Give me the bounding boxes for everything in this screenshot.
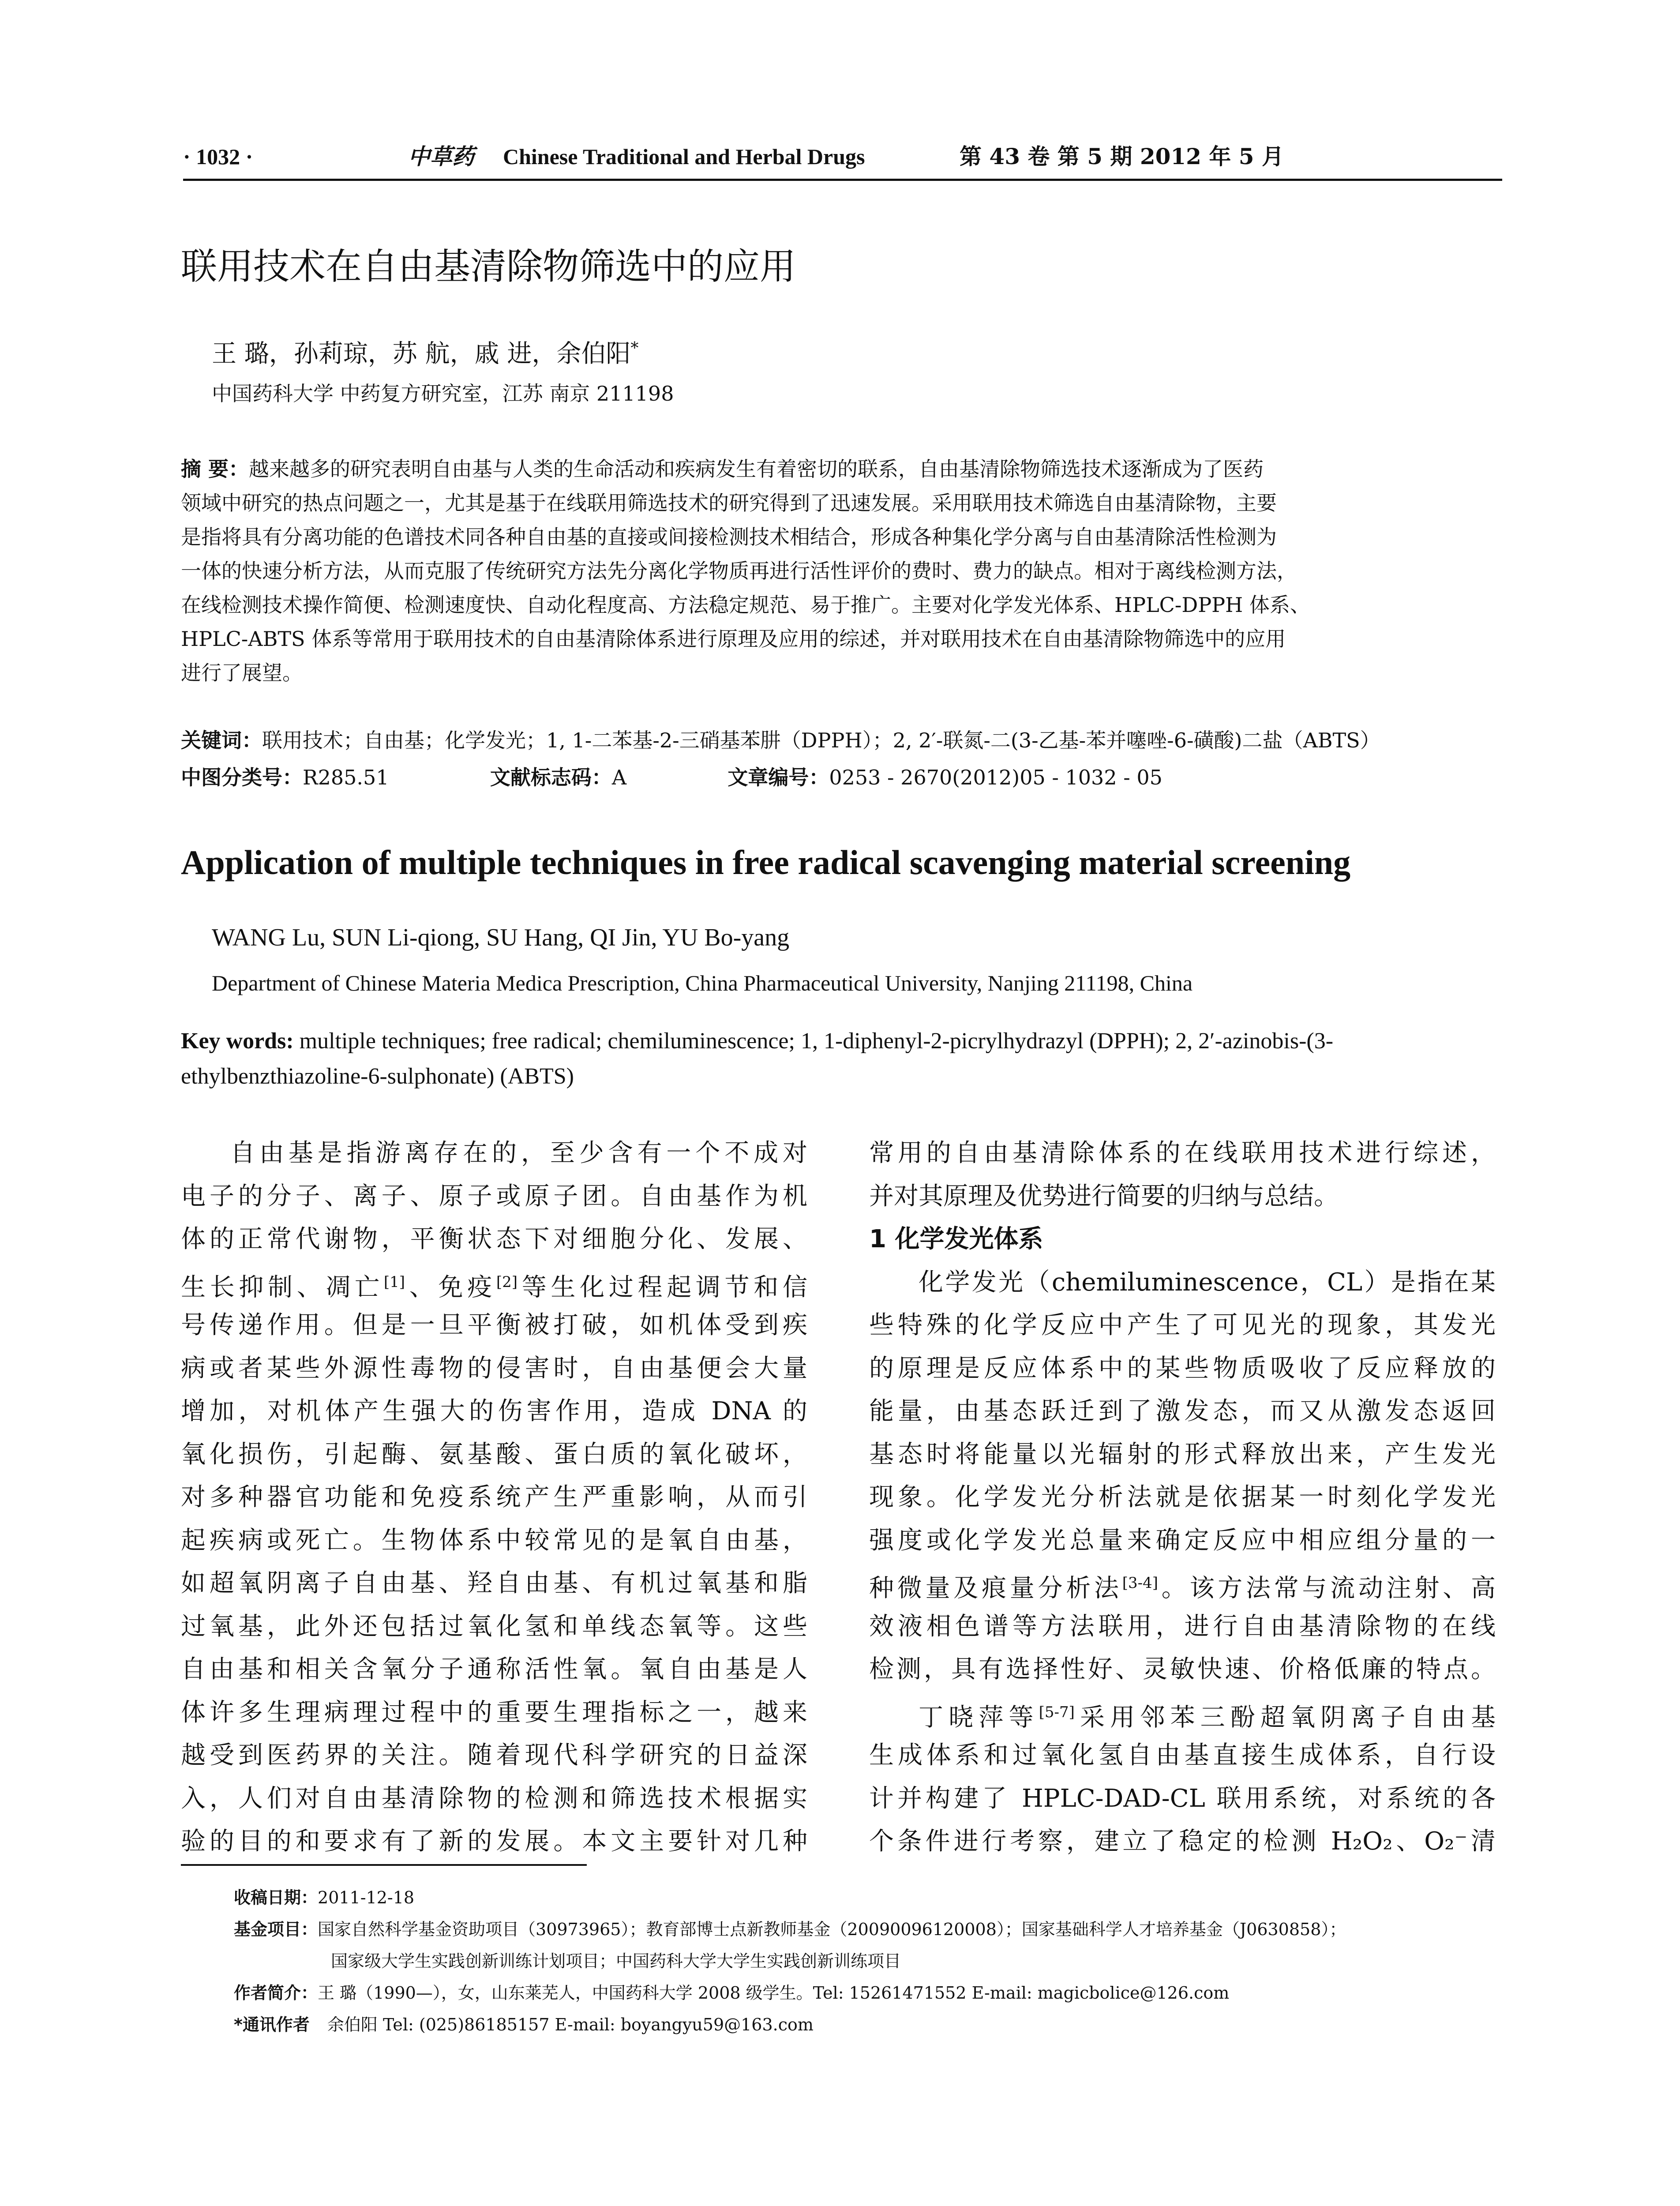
- author-list-en: WANG Lu, SUN Li-qiong, SU Hang, QI Jin, YU Bo-yang: [212, 924, 790, 951]
- text-line: 增加，对机体产生强大的伤害作用，造成 DNA 的: [181, 1397, 807, 1426]
- author-names: 王 璐，孙莉琼，苏 航，戚 进，余伯阳: [212, 339, 631, 368]
- text-line: 些特殊的化学反应中产生了可见光的现象，其发光: [869, 1311, 1496, 1339]
- footnote-fund: 基金项目：国家自然科学基金资助项目（30973965）；教育部博士点新教师基金（20090096120008）；国家基础科学人才培养基金（J0630858）；: [234, 1920, 1346, 1939]
- text-line: 常用的自由基清除体系的在线联用技术进行综述，: [869, 1139, 1496, 1167]
- citation: [1]: [383, 1273, 405, 1291]
- body-column-left: [181, 1132, 807, 1863]
- text-line: 检测，具有选择性好、灵敏快速、价格低廉的特点。: [869, 1655, 1496, 1684]
- author-list-cn: [212, 331, 638, 372]
- section-heading: 1 化学发光体系: [869, 1225, 1043, 1253]
- text-line: 效液相色谱等方法联用，进行自由基清除物的在线: [869, 1612, 1496, 1641]
- clc-label: 中图分类号：: [181, 765, 303, 789]
- text-line: 能量，由基态跃迁到了激发态，而又从激发态返回: [869, 1397, 1496, 1426]
- text-line: 化学发光（chemiluminescence，CL）是指在某: [919, 1268, 1496, 1297]
- footnote-fund-cont: 国家级大学生实践创新训练计划项目；中国药科大学大学生实践创新训练项目: [331, 1951, 901, 1971]
- abstract-line: 进行了展望。: [181, 661, 303, 685]
- text-line: 现象。化学发光分析法就是依据某一时刻化学发光: [869, 1483, 1496, 1512]
- text-line: 的原理是反应体系中的某些物质吸收了反应释放的: [869, 1354, 1496, 1383]
- text-line: 病或者某些外源性毒物的侵害时，自由基便会大量: [181, 1354, 807, 1383]
- abstract-line: 领域中研究的热点问题之一，尤其是基于在线联用筛选技术的研究得到了迅速发展。采用联用技术筛选自由基清除物，主要: [181, 491, 1277, 515]
- text-line: 体的正常代谢物，平衡状态下对细胞分化、发展、: [181, 1225, 807, 1253]
- journal-issue: 第 43 卷 第 5 期 2012 年 5 月: [960, 143, 1284, 169]
- keywords-cn-text: 联用技术；自由基；化学发光；1, 1-二苯基-2-三硝基苯肼（DPPH）；2, 2′-联氮-二(3-乙基-苯并噻唑-6-磺酸)二盐（ABTS）: [262, 728, 1380, 752]
- footnote-author: 作者简介：王 璐（1990—），女，山东莱芜人，中国药科大学 2008 级学生。Tel: 15261471552 E-mail: magicbolice@126.com: [234, 1983, 1230, 2003]
- affiliation-cn: 中国药科大学 中药复方研究室，江苏 南京 211198: [212, 382, 674, 405]
- corresponding-mark: *: [630, 339, 639, 357]
- text-line: 种微量及痕量分析法[3-4]。该方法常与流动注射、高: [869, 1574, 1496, 1603]
- text-line: 并对其原理及优势进行简要的归纳与总结。: [869, 1182, 1339, 1211]
- page-number: · 1032 ·: [183, 144, 253, 169]
- header-rule: [183, 179, 1502, 181]
- article-title-cn: 联用技术在自由基清除物筛选中的应用: [181, 246, 796, 288]
- text-line: 计并构建了 HPLC-DAD-CL 联用系统，对系统的各: [869, 1784, 1496, 1813]
- text-line: 如超氧阴离子自由基、羟自由基、有机过氧基和脂: [181, 1569, 807, 1598]
- clc-value: R285.51: [303, 765, 389, 789]
- text-line: 验的目的和要求有了新的发展。本文主要针对几种: [181, 1827, 807, 1856]
- article-number-value: 0253 - 2670(2012)05 - 1032 - 05: [829, 765, 1162, 789]
- text-line: 越受到医药界的关注。随着现代科学研究的日益深: [181, 1741, 807, 1770]
- footnote-received: 收稿日期：2011-12-18: [234, 1888, 415, 1907]
- abstract-line: 是指将具有分离功能的色谱技术同各种自由基的直接或间接检测技术相结合，形成各种集化学分离与自由基清除活性检测为: [181, 525, 1277, 549]
- abstract-line: HPLC-ABTS 体系等常用于联用技术的自由基清除体系进行原理及应用的综述，并对联用技术在自由基清除物筛选中的应用: [181, 627, 1286, 651]
- running-header: [183, 135, 1502, 179]
- article-number-label: 文章编号：: [728, 765, 829, 789]
- keywords-en-text: multiple techniques; free radical; chemiluminescence; 1, 1-diphenyl-2-picrylhydrazyl (DPPH); 2, 2′-azinobis-(3-ethylbenzthiazoline-6-sulphonate) (ABTS): [181, 1028, 1334, 1089]
- affiliation-en: Department of Chinese Materia Medica Prescription, China Pharmaceutical University, Nanjing 211198, China: [212, 971, 1193, 995]
- journal-name-en: Chinese Traditional and Herbal Drugs: [503, 144, 865, 169]
- text-line: 电子的分子、离子、原子或原子团。自由基作为机: [181, 1182, 807, 1211]
- doc-code-label: 文献标志码：: [490, 765, 612, 789]
- abstract-line: 一体的快速分析方法，从而克服了传统研究方法先分离化学物质再进行活性评价的费时、费力的缺点。相对于离线检测方法，: [181, 559, 1297, 583]
- text-line: 个条件进行考察，建立了稳定的检测 H₂O₂、O₂⁻清: [869, 1827, 1496, 1856]
- text-line: 自由基和相关含氧分子通称活性氧。氧自由基是人: [181, 1655, 807, 1684]
- text-line: 入，人们对自由基清除物的检测和筛选技术根据实: [181, 1784, 807, 1813]
- journal-name-cn: 中草药: [408, 143, 474, 169]
- doc-code-value: A: [611, 765, 627, 789]
- abstract-line: 摘 要：越来越多的研究表明自由基与人类的生命活动和疾病发生有着密切的联系，自由基清除物筛选技术逐渐成为了医药: [181, 457, 1264, 481]
- text-line: 基态时将能量以光辐射的形式释放出来，产生发光: [869, 1440, 1496, 1469]
- text-line: 号传递作用。但是一旦平衡被打破，如机体受到疾: [181, 1311, 807, 1339]
- footnote-rule: [181, 1864, 587, 1866]
- text-line: 起疾病或死亡。生物体系中较常见的是氧自由基，: [181, 1526, 807, 1555]
- abstract-cn: [181, 452, 1500, 690]
- citation: [2]: [496, 1273, 518, 1291]
- text-line: 体许多生理病理过程中的重要生理指标之一，越来: [181, 1698, 807, 1727]
- text-line: 生长抑制、凋亡[1]、免疫[2]等生化过程起调节和信: [181, 1273, 807, 1302]
- footnote-corresponding: *通讯作者 余伯阳 Tel: (025)86185157 E-mail: boyangyu59@163.com: [234, 2015, 814, 2034]
- abstract-label: 摘 要：: [181, 457, 249, 481]
- article-title-en: Application of multiple techniques in free radical scavenging material screening: [181, 843, 1351, 882]
- keywords-en: [181, 1024, 1500, 1094]
- text-line: 强度或化学发光总量来确定反应中相应组分量的一: [869, 1526, 1496, 1555]
- body-column-right: [869, 1132, 1496, 1863]
- text-line: 氧化损伤，引起酶、氨基酸、蛋白质的氧化破坏，: [181, 1440, 807, 1469]
- citation: [5-7]: [1039, 1703, 1075, 1721]
- classification-line: [181, 760, 1500, 795]
- text-line: 对多种器官功能和免疫系统产生严重影响，从而引: [181, 1483, 807, 1512]
- text-line: 过氧基，此外还包括过氧化氢和单线态氧等。这些: [181, 1612, 807, 1641]
- text-line: 自由基是指游离存在的，至少含有一个不成对: [230, 1139, 807, 1167]
- keywords-cn: [181, 723, 1500, 758]
- keywords-en-label: Key words:: [181, 1028, 294, 1054]
- abstract-line: 在线检测技术操作简便、检测速度快、自动化程度高、方法稳定规范、易于推广。主要对化学发光体系、HPLC-DPPH 体系、: [181, 593, 1310, 617]
- text-line: 丁晓萍等[5-7]采用邻苯三酚超氧阴离子自由基: [919, 1703, 1496, 1732]
- text-line: 生成体系和过氧化氢自由基直接生成体系，自行设: [869, 1741, 1496, 1770]
- keywords-cn-label: 关键词：: [181, 728, 262, 752]
- citation: [3-4]: [1122, 1574, 1159, 1592]
